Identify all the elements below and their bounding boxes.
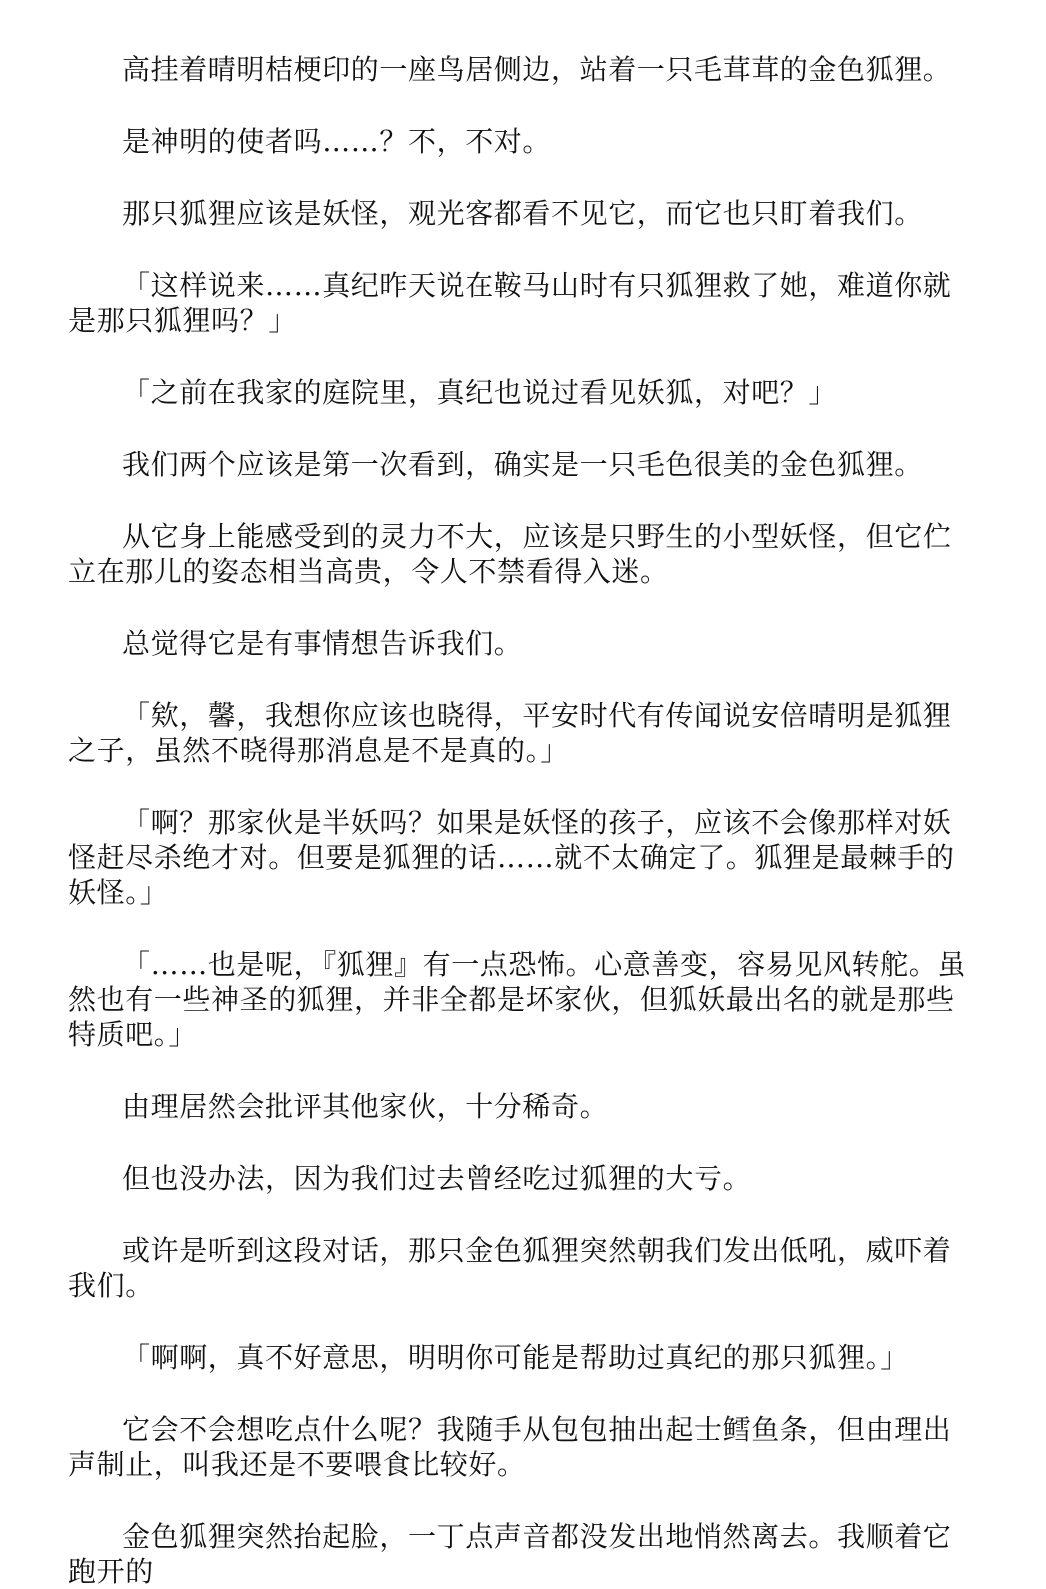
paragraph: 但也没办法，因为我们过去曾经吃过狐狸的大亏。: [122, 1162, 752, 1195]
paragraph: 那只狐狸应该是妖怪，观光客都看不见它，而它也只盯着我们。: [122, 197, 923, 230]
paragraph: 「之前在我家的庭院里，真纪也说过看见妖狐，对吧？」: [122, 376, 838, 409]
paragraph: 从它身上能感受到的灵力不大，应该是只野生的小型妖怪，但它伫立在那儿的姿态相当高贵，令人不禁看得入迷。: [68, 520, 952, 588]
paragraph: 「欸，馨，我想你应该也晓得，平安时代有传闻说安倍晴明是狐狸之子，虽然不晓得那消息是不是真的。」: [68, 699, 952, 767]
paragraph: 或许是听到这段对话，那只金色狐狸突然朝我们发出低吼，威吓着我们。: [68, 1234, 952, 1302]
paragraph: 高挂着晴明桔梗印的一座鸟居侧边，站着一只毛茸茸的金色狐狸。: [122, 53, 952, 86]
paragraph: 由理居然会批评其他家伙，十分稀奇。: [122, 1090, 609, 1123]
paragraph: 是神明的使者吗……？不，不对。: [122, 125, 552, 158]
document-page: [68, 52, 978, 1589]
paragraph: 金色狐狸突然抬起脸，一丁点声音都没发出地悄然离去。我顺着它跑开的: [68, 1520, 952, 1588]
paragraph: 「啊？那家伙是半妖吗？如果是妖怪的孩子，应该不会像那样对妖怪赶尽杀绝才对。但要是狐狸的话……就不太确定了。狐狸是最棘手的妖怪。」: [68, 806, 955, 909]
paragraph: 「啊啊，真不好意思，明明你可能是帮助过真纪的那只狐狸。」: [122, 1341, 909, 1374]
paragraph: 我们两个应该是第一次看到，确实是一只毛色很美的金色狐狸。: [122, 448, 923, 481]
paragraph: 「这样说来……真纪昨天说在鞍马山时有只狐狸救了她，难道你就是那只狐狸吗？」: [68, 269, 952, 337]
paragraph: 「……也是呢，『狐狸』有一点恐怖。心意善变，容易见风转舵。虽然也有一些神圣的狐狸，并非全都是坏家伙，但狐妖最出名的就是那些特质吧。」: [68, 948, 967, 1051]
paragraph: 它会不会想吃点什么呢？我随手从包包抽出起士鳕鱼条，但由理出声制止，叫我还是不要喂食比较好。: [68, 1413, 952, 1481]
paragraph: 总觉得它是有事情想告诉我们。: [122, 627, 523, 660]
